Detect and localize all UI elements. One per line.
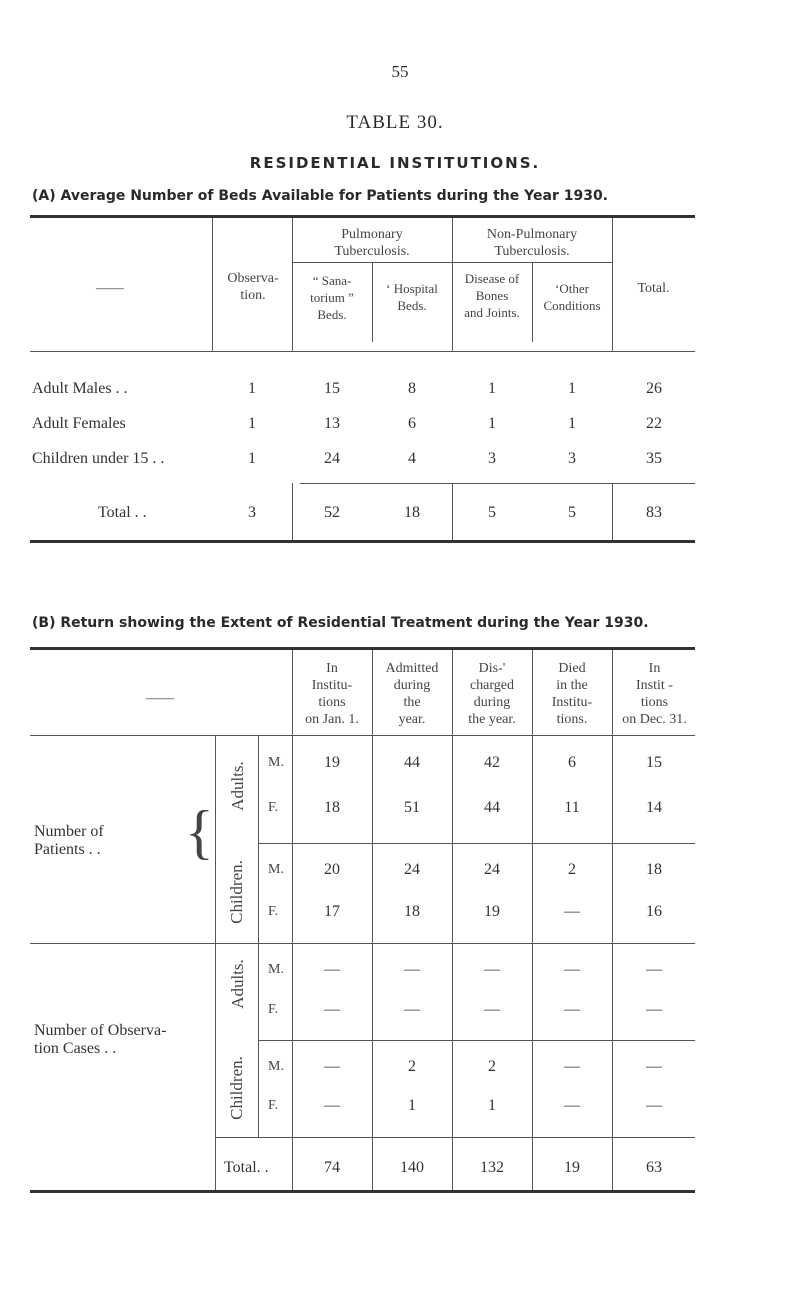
table-b-vline	[215, 735, 216, 1190]
table-b-sex-label: M.	[268, 1059, 284, 1074]
table-a-vline	[612, 483, 613, 540]
table-a-cell: 24	[324, 450, 340, 467]
table-a-cell: 3	[488, 450, 496, 467]
table-b-cell: —	[564, 1058, 580, 1075]
table-b-vline	[612, 735, 613, 1190]
table-b-header-discharged: Dis-' charged during the year.	[468, 661, 516, 727]
table-b-cell: 44	[404, 754, 420, 771]
table-b-header-admitted: Admitted during the year.	[385, 661, 439, 727]
table-b-top-rule	[30, 647, 695, 650]
table-b-cell: 1	[488, 1097, 496, 1114]
table-b-cell: 1	[408, 1097, 416, 1114]
table-b-header-in-jan: In Institu- tions on Jan. 1.	[305, 661, 359, 727]
table-b-cell: —	[324, 1058, 340, 1075]
table-b-heading: (B) Return showing the Extent of Residential Treatment during the Year 1930.	[32, 615, 649, 631]
table-b-cell: 42	[484, 754, 500, 771]
table-b-header-in-dec: In Instit - tions on Dec. 31.	[622, 661, 687, 727]
table-b-group-label: Number of Observa- tion Cases . .	[34, 1022, 167, 1057]
table-a-cell: 4	[408, 450, 416, 467]
table-b-total-cell: 74	[324, 1159, 340, 1176]
table-a-cell: 1	[248, 380, 256, 397]
table-b-cell: 16	[646, 903, 662, 920]
table-a-row-label: Adult Males . .	[32, 380, 128, 397]
table-b-cell: —	[564, 903, 580, 920]
table-a-header-rule	[30, 351, 695, 352]
table-b-cell: —	[404, 961, 420, 978]
table-a-total-cell: 3	[248, 504, 256, 521]
table-b-group-rule	[30, 943, 695, 944]
table-a-header-observation: Observa- tion.	[227, 271, 279, 303]
table-b-total-cell: 63	[646, 1159, 662, 1176]
table-title: TABLE 30.	[346, 112, 444, 133]
table-a-header-other: ‘Other Conditions	[543, 281, 601, 313]
table-b-cell: 2	[568, 861, 576, 878]
table-a-cell: 15	[324, 380, 340, 397]
table-b-cell: 24	[484, 861, 500, 878]
table-b-subgroup-rule	[258, 843, 695, 844]
table-a-total-rule	[300, 483, 695, 484]
table-b-cell: —	[564, 1097, 580, 1114]
table-b-header-rule	[30, 735, 695, 736]
table-b-header-blank: ——	[146, 691, 174, 706]
table-a-group-rule	[292, 262, 612, 263]
table-b-total-cell: 140	[400, 1159, 424, 1176]
table-a-cell: 3	[568, 450, 576, 467]
table-b-subgroup-label: Adults.	[228, 761, 247, 811]
table-a-cell: 22	[646, 415, 662, 432]
table-b-total-cell: 132	[480, 1159, 504, 1176]
table-a-total-cell: 83	[646, 504, 662, 521]
table-a-header-sanatorium: “ Sana- torium ” Beds.	[310, 273, 354, 322]
table-b-cell: —	[324, 1097, 340, 1114]
table-a-header-non-pulmonary: Non-Pulmonary Tuberculosis.	[486, 227, 578, 259]
table-b-sex-label: F.	[268, 904, 279, 919]
table-b-cell: 17	[324, 903, 340, 920]
table-b-cell: 24	[404, 861, 420, 878]
table-a-cell: 1	[488, 380, 496, 397]
table-b-cell: 2	[408, 1058, 416, 1075]
table-a-cell: 1	[568, 380, 576, 397]
table-a-vline	[452, 483, 453, 540]
table-b-cell: 19	[484, 903, 500, 920]
table-b-vline	[532, 735, 533, 1190]
table-b-bottom-rule	[30, 1190, 695, 1193]
table-a-row-label: Adult Females	[32, 415, 126, 432]
table-b-cell: 19	[324, 754, 340, 771]
table-a-cell: 26	[646, 380, 662, 397]
table-b-cell: 20	[324, 861, 340, 878]
table-a-header-bones: Disease of Bones and Joints.	[464, 271, 520, 320]
table-b-cell: 18	[646, 861, 662, 878]
table-a-header-pulmonary: Pulmonary Tuberculosis.	[334, 227, 410, 259]
table-a-cell: 35	[646, 450, 662, 467]
table-a-header-total: Total.	[637, 281, 670, 296]
table-a-total-cell: 52	[324, 504, 340, 521]
table-a-cell: 1	[248, 450, 256, 467]
table-b-cell: 15	[646, 754, 662, 771]
table-a-vline	[212, 218, 213, 352]
table-a-total-cell: 18	[404, 504, 420, 521]
table-b-cell: —	[564, 961, 580, 978]
table-b-cell: —	[404, 1001, 420, 1018]
table-a-bottom-rule	[30, 540, 695, 543]
page-number: 55	[391, 62, 409, 81]
table-b-sex-label: F.	[268, 1002, 279, 1017]
section-title: RESIDENTIAL INSTITUTIONS.	[249, 154, 541, 172]
table-b-vline	[292, 735, 293, 1190]
table-b-header-died: Died in the Institu- tions.	[551, 661, 593, 727]
table-b-cell: —	[646, 961, 662, 978]
table-a-total-cell: 5	[568, 504, 576, 521]
table-a-total-cell: 5	[488, 504, 496, 521]
table-a-cell: 1	[568, 415, 576, 432]
table-b-vline	[452, 735, 453, 1190]
table-a-heading: (A) Average Number of Beds Available for Patients during the Year 1930.	[32, 188, 609, 204]
table-b-total-label: Total. .	[224, 1159, 269, 1176]
table-b-cell: —	[564, 1001, 580, 1018]
table-b-cell: 14	[646, 799, 662, 816]
table-b-cell: —	[324, 961, 340, 978]
table-a-header-hospital: ‘ Hospital Beds.	[386, 281, 438, 313]
table-b-cell: 18	[404, 903, 420, 920]
table-b-sex-label: F.	[268, 1098, 279, 1113]
table-b-cell: 44	[484, 799, 500, 816]
table-b-sex-label: M.	[268, 755, 284, 770]
table-b-subgroup-rule	[258, 1040, 695, 1041]
table-a-row-label: Children under 15 . .	[32, 450, 165, 467]
table-a-cell: 1	[488, 415, 496, 432]
table-b-cell: 18	[324, 799, 340, 816]
table-b-total-rule	[215, 1137, 695, 1138]
table-b-cell: 51	[404, 799, 420, 816]
table-b-sex-label: M.	[268, 862, 284, 877]
table-a-header-blank: ——	[96, 281, 124, 296]
table-a-cell: 1	[248, 415, 256, 432]
table-b-total-cell: 19	[564, 1159, 580, 1176]
table-b-cell: —	[646, 1001, 662, 1018]
table-b-sex-label: M.	[268, 962, 284, 977]
table-b-group-label: Number of Patients . .	[34, 823, 104, 858]
table-b-cell: 6	[568, 754, 576, 771]
table-b-cell: —	[484, 1001, 500, 1018]
table-a-cell: 13	[324, 415, 340, 432]
table-a-top-rule	[30, 215, 695, 218]
table-b-cell: —	[646, 1097, 662, 1114]
table-b-cell: —	[324, 1001, 340, 1018]
table-b-subgroup-label: Children.	[227, 860, 246, 924]
table-a-total-label: Total . .	[98, 504, 147, 521]
brace-icon: {	[185, 799, 214, 865]
table-b-subgroup-label: Adults.	[228, 959, 247, 1009]
table-b-sex-label: F.	[268, 800, 279, 815]
table-b-vline	[372, 735, 373, 1190]
table-b-cell: —	[646, 1058, 662, 1075]
table-b-cell: 2	[488, 1058, 496, 1075]
table-b-vline	[258, 735, 259, 1137]
table-a-vline	[292, 483, 293, 540]
table-b-cell: 11	[564, 799, 580, 816]
table-b-subgroup-label: Children.	[227, 1056, 246, 1120]
table-b-cell: —	[484, 961, 500, 978]
table-a-cell: 8	[408, 380, 416, 397]
table-a-cell: 6	[408, 415, 416, 432]
